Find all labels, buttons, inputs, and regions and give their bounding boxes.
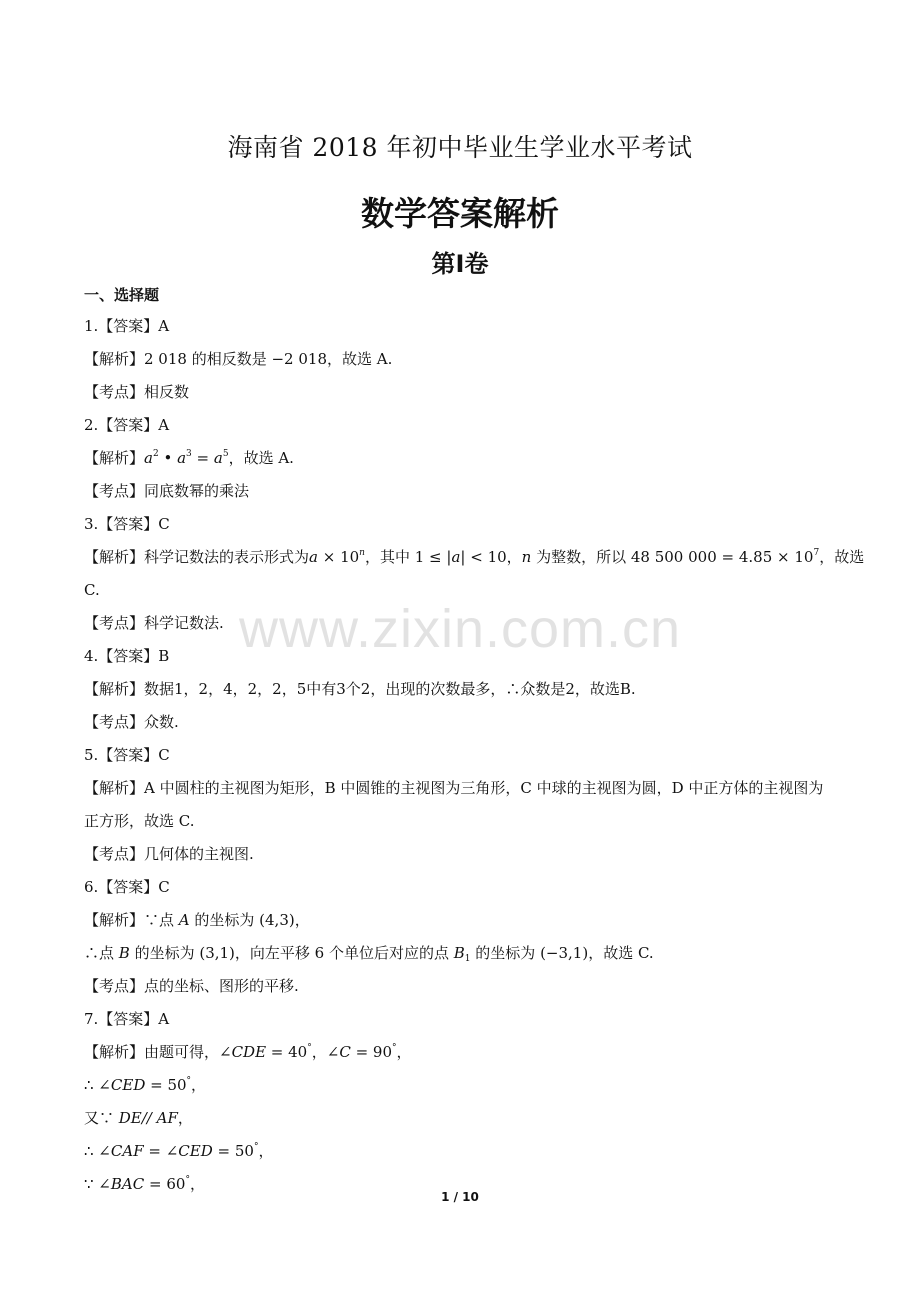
q7-analysis-4: ∴ ∠CAF = ∠CED = 50°， [84,1142,274,1160]
q6-analysis-2: ∴点 B 的坐标为 (3,1)，向左平移 6 个单位后对应的点 $B_1$ 的坐标为 (−3,1)，故选 C. [84,944,654,964]
section-title: 一、选择题 [84,286,160,304]
exam-title: 海南省 2018 年初中毕业生学业水平考试 [227,133,693,162]
q4-point: 【考点】众数. [84,713,179,731]
q7-analysis-3: 又∵ DE// AF， [84,1109,193,1127]
q7-answer: 7.【答案】A [84,1010,170,1028]
q6-point: 【考点】点的坐标、图形的平移. [84,977,299,995]
answer-content [84,310,865,1201]
q1-answer: 1.【答案】A [84,317,170,335]
q1-point: 【考点】相反数 [84,383,190,401]
q3-analysis-cont: C. [84,581,100,599]
volume-title: 第Ⅰ卷 [431,250,489,278]
q5-point: 【考点】几何体的主视图. [84,845,254,863]
q3-answer: 3.【答案】C [84,515,170,533]
q2-analysis: 【解析】$a^2$ • $a^3 = a^5$，故选 A. [84,449,294,467]
q6-analysis-1: 【解析】∵点 A 的坐标为 (4,3)， [84,911,310,929]
q6-answer: 6.【答案】C [84,878,170,896]
q7-analysis-1: 【解析】由题可得，∠CDE = 40°，∠C = 90°， [84,1043,412,1061]
q2-answer: 2.【答案】A [84,416,170,434]
q7-analysis-5: ∵ ∠BAC = 60°， [84,1175,205,1193]
q2-point: 【考点】同底数幂的乘法 [84,482,250,500]
document-title: 数学答案解析 [361,194,559,233]
q1-analysis: 【解析】2 018 的相反数是 −2 018，故选 A. [84,350,393,368]
q7-analysis-2: ∴ ∠CED = 50°， [84,1076,207,1094]
q3-analysis: 【解析】科学记数法的表示形式为$a \times 10^n$，其中 1 ≤ |a| < 10，n 为整数，所以 48 500 $000 = 4.85 \times 10^7$，故选 [84,548,865,566]
q4-analysis: 【解析】数据1，2，4，2，2，5中有3个2，出现的次数最多，∴众数是2，故选B. [84,680,636,698]
q3-point: 【考点】科学记数法. [84,614,224,632]
q4-answer: 4.【答案】B [84,647,170,665]
q5-analysis: 【解析】A 中圆柱的主视图为矩形，B 中圆锥的主视图为三角形，C 中球的主视图为圆，D 中正方体的主视图为正方形，故选 C. [84,779,824,830]
watermark: www.zixin.com.cn [238,599,682,659]
page-number: 1 / 10 [441,1190,479,1204]
q5-answer: 5.【答案】C [84,746,170,764]
